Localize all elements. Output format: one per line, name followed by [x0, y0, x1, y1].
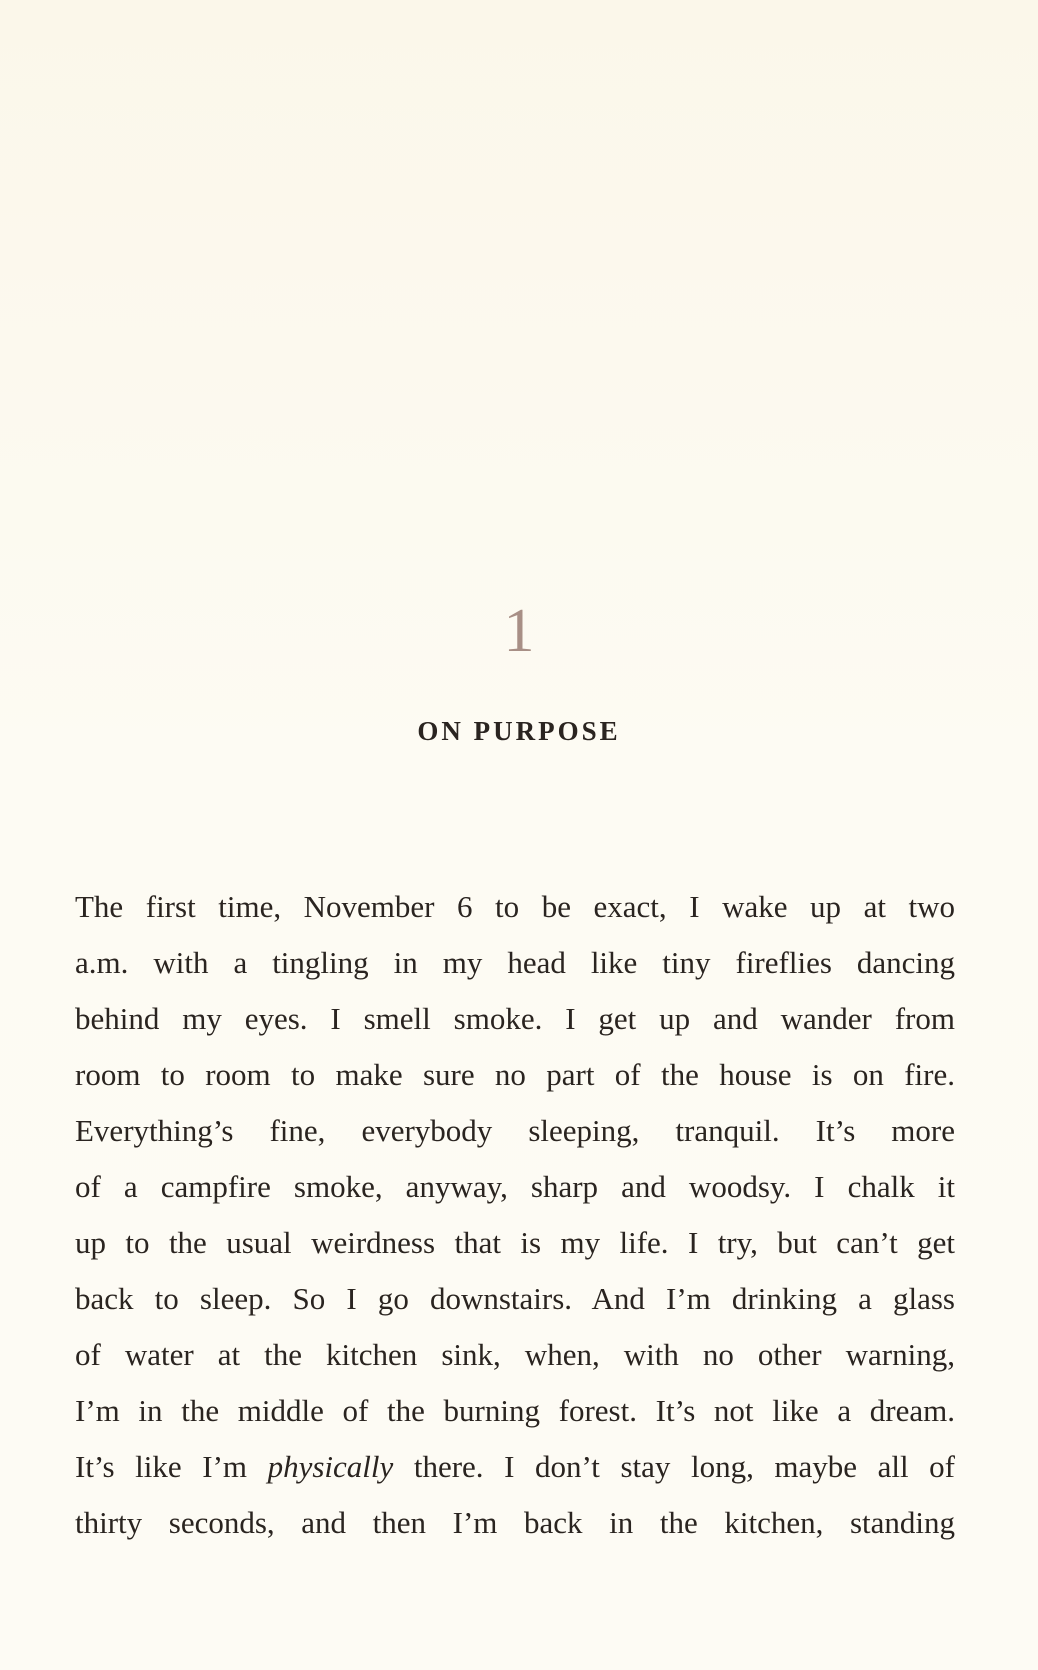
text-line: back to sleep. So I go downstairs. And I’m drinking a glass [75, 1281, 955, 1316]
emphasized-word: physically [267, 1449, 394, 1484]
body-text [75, 879, 955, 1551]
text-line: The first time, November 6 to be exact, I wake up at two [75, 889, 955, 924]
text-line [75, 1439, 955, 1495]
text-line: Everything’s fine, everybody sleeping, tranquil. It’s more [75, 1113, 955, 1148]
text-segment: It’s like I’m [75, 1449, 268, 1484]
chapter-title: ON PURPOSE [417, 716, 621, 746]
text-line: of a campfire smoke, anyway, sharp and woodsy. I chalk it [75, 1169, 955, 1204]
text-line: room to room to make sure no part of the house is on fire. [75, 1057, 955, 1092]
text-line: behind my eyes. I smell smoke. I get up and wander from [75, 1001, 955, 1036]
text-line: thirty seconds, and then I’m back in the kitchen, standing [75, 1505, 955, 1540]
text-segment: there. I don’t stay long, maybe all of [393, 1449, 955, 1484]
text-line: of water at the kitchen sink, when, with no other warning, [75, 1337, 955, 1372]
chapter-number: 1 [503, 597, 535, 665]
text-line: I’m in the middle of the burning forest. It’s not like a dream. [75, 1393, 955, 1428]
text-line: a.m. with a tingling in my head like tiny fireflies dancing [75, 945, 955, 980]
text-line: up to the usual weirdness that is my life. I try, but can’t get [75, 1225, 955, 1260]
